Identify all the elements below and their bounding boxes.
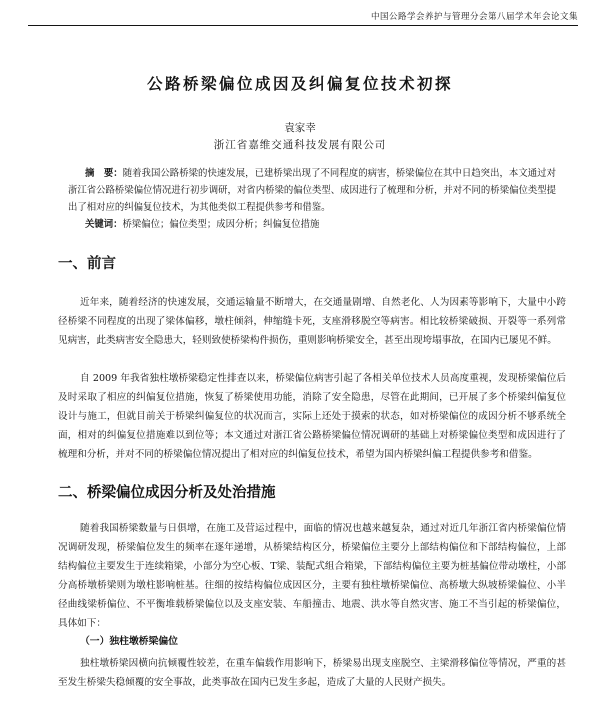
intro-paragraph-2: 自 2009 年我省独柱墩桥梁稳定性排查以来，桥梁偏位病害引起了各相关单位技术人员高度重视，发现桥梁偏位后及时采取了相应的纠偏复位措施，恢复了桥梁使用功能，消除了安全隐患，尽管在此期间，已开展了多个桥梁纠偏复位设计与施工，但就目前关于桥梁纠偏复位的状况而言，实际上还处于摸索的状态，如对桥梁偏位的成因分析不够系统全面，相对的纠偏复位措施难以到位等；本文通过对浙江省公路桥梁偏位情况调研的基础上对桥梁偏位类型和成因进行了梳理和分析，并对不同的桥梁偏位情况提出了相对应的纠偏复位技术，希望为国内桥梁纠偏工程提供参考和借鉴。 [58,373,566,460]
keywords [68,216,556,233]
author-affiliation: 浙江省嘉维交通科技发展有限公司 [213,139,387,151]
abstract [68,165,556,216]
intro-paragraph-1: 近年来，随着经济的快速发展，交通运输量不断增大，在交通量剧增、自然老化、人为因素等影响下，大量中小跨径桥梁不同程度的出现了梁体偏移，墩柱倾斜，伸缩缝卡死，支座滑移脱空等病害。相比较桥梁破损、开裂等一系列常见病害，此类病害安全隐患大，轻则致使桥梁构件损伤，重则影响桥梁安全，甚至出现垮塌事故，在国内已屡见不鲜。 [58,297,566,346]
running-title: 中国公路学会养护与管理分会第八届学术年会论文集 [370,12,578,22]
causes-paragraph-1: 随着我国桥梁数量与日俱增，在施工及营运过程中，面临的情况也越来越复杂，通过对近几年浙江省内桥梁偏位情况调研发现，桥梁偏位发生的频率在逐年递增，从桥梁结构区分，桥梁偏位主要分上部结构偏位和下部结构偏位，上部结构偏位主要发生于连续箱梁，小部分为空心板、T梁、装配式组合箱梁，下部结构偏位主要为桩基偏位带动墩柱，小部分高桥墩桥梁则为墩柱影响桩基。往细的按结构偏位成因区分，主要有独柱墩桥梁偏位、高桥墩大纵坡桥梁偏位、小半径曲线梁桥偏位、不平衡堆载桥梁偏位以及支座安装、车船撞击、地震、洪水等自然灾害、施工不当引起的桥梁偏位，具体如下： [58,523,566,629]
subsection-heading-single-column: （一）独柱墩桥梁偏位 [80,636,178,647]
abstract-text: 随着我国公路桥梁的快速发展，已建桥梁出现了不同程度的病害，桥梁偏位在其中日趋突出，本文通过对浙江省公路桥梁偏位情况进行初步调研，对省内桥梁的偏位类型、成因进行了梳理和分析，并对不同的桥梁偏位类型提出了相对应的纠偏复位技术，为其他类似工程提供参考和借鉴。 [68,168,556,213]
keywords-label: 关键词： [85,219,123,230]
author-name: 袁家幸 [284,122,316,134]
paper-title: 公路桥梁偏位成因及纠偏复位技术初探 [146,74,453,93]
running-header [0,8,600,28]
causes-paragraph-2: 独柱墩桥梁因横向抗倾覆性较差，在重车偏载作用影响下，桥梁易出现支座脱空、主梁滑移偏位等情况，严重的甚至发生桥梁失稳倾覆的安全事故，此类事故在国内已发生多起，造成了大量的人民财产损失。 [58,658,566,688]
abstract-label: 摘 要： [85,168,123,179]
keywords-text: 桥梁偏位；偏位类型；成因分析；纠偏复位措施 [122,219,320,230]
section-heading-causes: 二、桥梁偏位成因分析及处治措施 [58,485,276,501]
section-heading-introduction: 一、前言 [58,256,116,272]
header-rule [28,25,578,26]
